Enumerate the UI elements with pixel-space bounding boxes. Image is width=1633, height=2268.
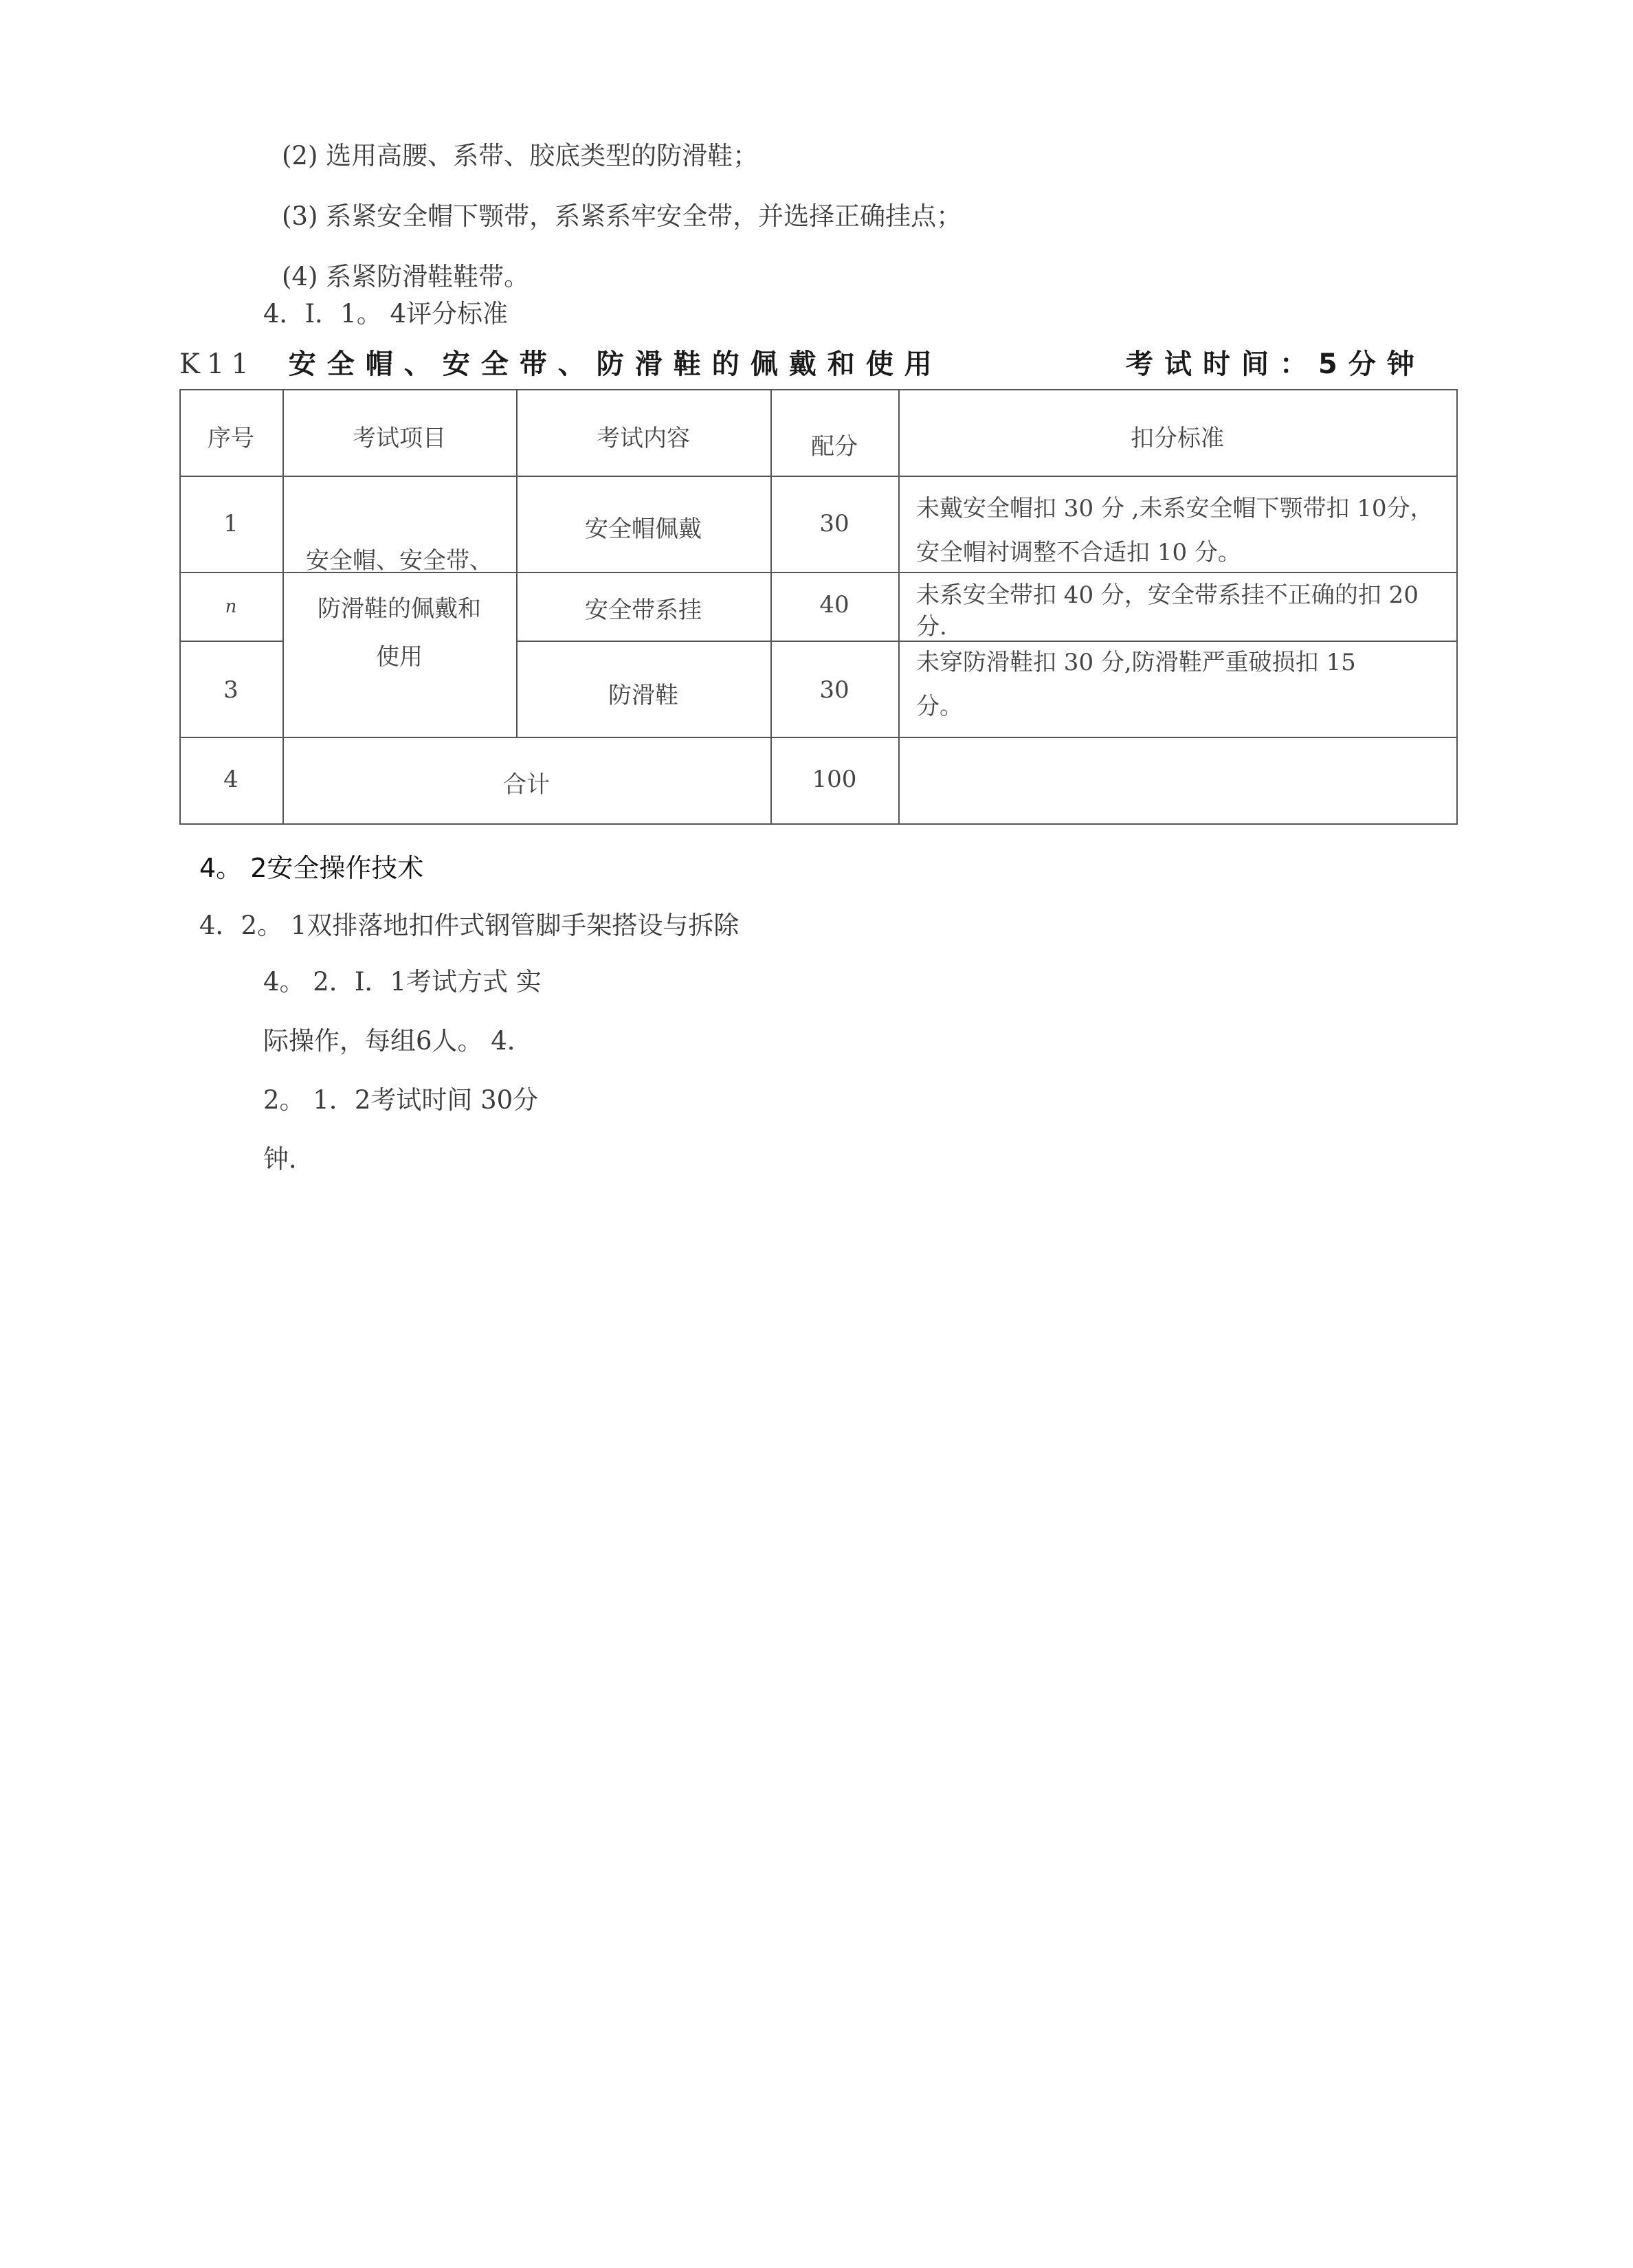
exam-time: 考试时间：5分钟 — [1126, 348, 1425, 380]
section-heading-4-1-1-4: 4．I．1。 4评分标准 — [263, 299, 508, 329]
project-line: 使用 — [376, 643, 423, 671]
total-score: 100 — [812, 766, 857, 793]
paragraph-line: 钟． — [263, 1144, 314, 1174]
row-score: 30 — [819, 676, 849, 704]
project-line: 安全帽、安全带、 — [306, 547, 493, 575]
header-no: 序号 — [208, 425, 254, 452]
row-content: 防滑鞋 — [608, 682, 678, 709]
table-rule — [516, 641, 1458, 642]
table-rule — [179, 641, 282, 642]
row-criteria: 未系安全带扣 40 分，安全带系挂不正确的扣 20 — [916, 581, 1419, 609]
row-no: n — [225, 597, 237, 617]
header-criteria: 扣分标准 — [1131, 425, 1224, 452]
row-content: 安全帽佩戴 — [585, 515, 702, 543]
table-rule — [1456, 389, 1458, 825]
paragraph-line: 际操作，每组6人。 4． — [263, 1026, 533, 1056]
section-heading-4-2-1: 4．2。 1双排落地扣件式钢管脚手架搭设与拆除 — [199, 911, 740, 940]
row-criteria: 分。 — [916, 693, 963, 720]
project-line: 防滑鞋的佩戴和 — [318, 595, 481, 623]
row-no: 3 — [223, 676, 238, 704]
table-rule — [179, 572, 282, 573]
table-heading-prefix: K11 — [179, 348, 256, 380]
list-item: (2) 选用高腰、系带、胶底类型的防滑鞋； — [282, 141, 759, 170]
row-score: 40 — [819, 591, 849, 619]
row-no: 1 — [223, 510, 238, 537]
row-content: 安全带系挂 — [585, 597, 702, 624]
row-score: 30 — [819, 510, 849, 537]
table-rule — [179, 389, 1458, 390]
total-label: 合计 — [503, 771, 550, 799]
table-heading-title: 安全帽、安全带、防滑鞋的佩戴和使用 — [288, 348, 943, 380]
table-rule — [179, 737, 1458, 738]
header-project: 考试项目 — [353, 425, 446, 452]
table-rule — [179, 476, 1458, 477]
header-content: 考试内容 — [597, 425, 690, 452]
table-rule — [898, 389, 900, 825]
row-criteria: 分. — [916, 613, 947, 641]
paragraph-line: 2。 1．2考试时间 30分 — [263, 1085, 539, 1115]
row-criteria: 未戴安全帽扣 30 分 ,未系安全帽下颚带扣 10分， — [916, 495, 1434, 522]
list-item: (4) 系紧防滑鞋鞋带。 — [282, 262, 530, 291]
row-criteria: 安全帽衬调整不合适扣 10 分。 — [916, 539, 1241, 566]
scoring-table — [179, 389, 1458, 825]
paragraph-line: 4。 2．I．1考试方式 实 — [263, 967, 542, 997]
total-no: 4 — [223, 766, 238, 793]
list-item: (3) 系紧安全帽下颚带，系紧系牢安全带，并选择正确挂点； — [282, 201, 962, 231]
section-heading-4-2: 4。 2安全操作技术 — [199, 853, 424, 883]
table-heading — [179, 342, 943, 381]
table-rule — [179, 823, 1458, 825]
header-score: 配分 — [811, 433, 858, 460]
row-criteria: 未穿防滑鞋扣 30 分,防滑鞋严重破损扣 15 — [916, 649, 1356, 676]
